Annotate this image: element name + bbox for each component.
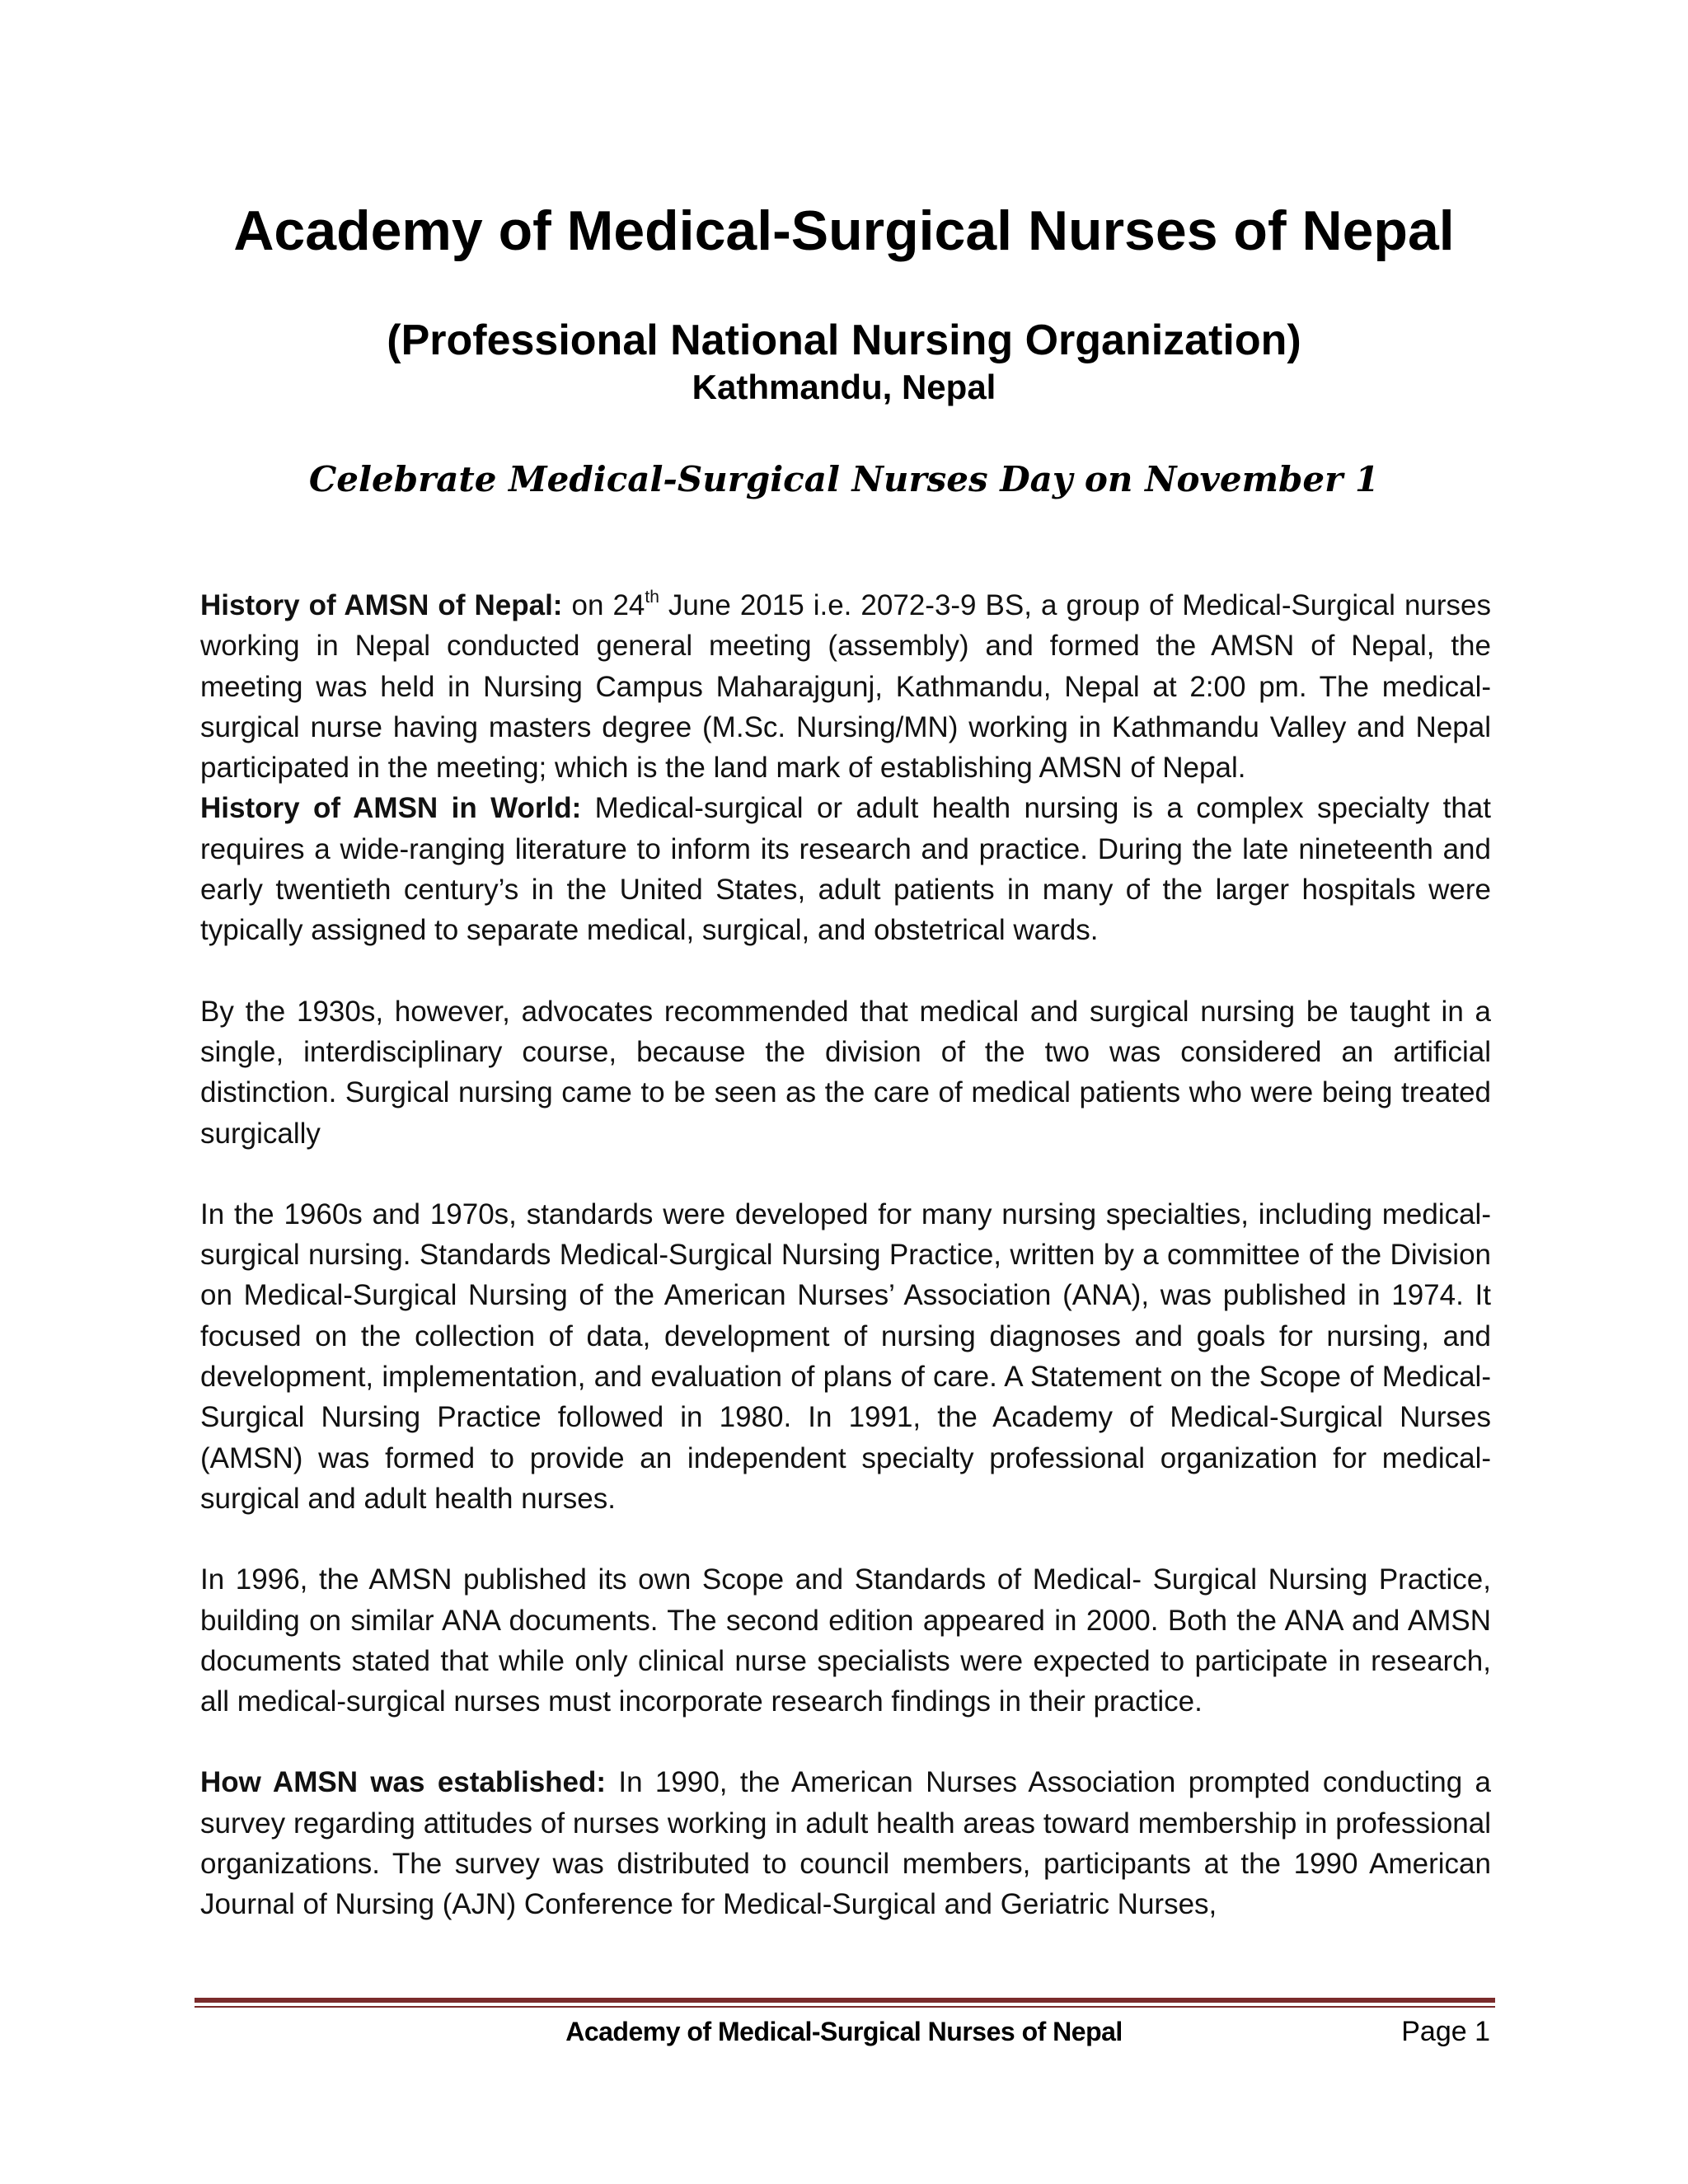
how-established-text: In 1990, the American Nurses Association prompted conducting a survey regarding attitudes of nurses working in adult health areas toward membership in professional organizations. The survey was distributed to council members, participants at the 1990 American Journal of Nursing (AJN) Conference for Medical-Surgical and Geriatric Nurses, xyxy=(200,1766,1491,1921)
paragraph-1996: In 1996, the AMSN published its own Scope and Standards of Medical- Surgical Nursing Practice, building on similar ANA documents. The second edition appeared in 2000. Both the ANA and AMSN documents stated that while only clinical nurse specialists were expected to participate in research, all medical-surgical nurses must incorporate research findings in their practice. xyxy=(200,1563,1491,1718)
history-world-label: History of AMSN in World: xyxy=(200,792,582,825)
footer-title: Academy of Medical-Surgical Nurses of Nepal xyxy=(565,2017,1123,2046)
celebration-tagline: Celebrate Medical-Surgical Nurses Day on November 1 xyxy=(308,459,1380,499)
footer-divider xyxy=(195,1998,1495,2003)
history-nepal-label: History of AMSN of Nepal: xyxy=(200,589,563,621)
location-line: Kathmandu, Nepal xyxy=(692,368,996,406)
document-body xyxy=(200,585,1491,1925)
footer-divider-thin xyxy=(195,2006,1495,2008)
date-ordinal-suffix: th xyxy=(645,588,659,607)
paragraph-history-nepal xyxy=(200,585,1491,788)
page-title: Academy of Medical-Surgical Nurses of Nepal xyxy=(233,199,1455,262)
history-nepal-date-prefix: on 24 xyxy=(562,589,645,621)
history-world-text: Medical-surgical or adult health nursing is a complex specialty that requires a wide-ranging literature to inform its research and practice. During the late nineteenth and early twentieth century’s in the United States, adult patients in many of the larger hospitals were typically assigned to separate medical, surgical, and obstetrical wards. xyxy=(200,792,1491,947)
paragraph-history-world xyxy=(200,788,1491,950)
page-number: Page 1 xyxy=(1401,2016,1490,2047)
paragraph-1930s: By the 1930s, however, advocates recommended that medical and surgical nursing be taught in a single, interdisciplinary course, because the division of the two was considered an artificial distinction. Surgical nursing came to be seen as the care of medical patients who were being treated surgically xyxy=(200,995,1491,1150)
paragraph-how-established xyxy=(200,1762,1491,1924)
page-subtitle: (Professional National Nursing Organization) xyxy=(387,316,1301,364)
history-nepal-text: June 2015 i.e. 2072-3-9 BS, a group of Medical-Surgical nurses working in Nepal conducted general meeting (assembly) and formed the AMSN of Nepal, the meeting was held in Nursing Campus Maharajgunj, Kathmandu, Nepal at 2:00 pm. The medical-surgical nurse having masters degree (M.Sc. Nursing/MN) working in Kathmandu Valley and Nepal participated in the meeting; which is the land mark of establishing AMSN of Nepal. xyxy=(200,589,1491,785)
paragraph-1960s: In the 1960s and 1970s, standards were developed for many nursing specialties, including medical-surgical nursing. Standards Medical-Surgical Nursing Practice, written by a committee of the Division on Medical-Surgical Nursing of the American Nurses’ Association (ANA), was published in 1974. It focused on the collection of data, development of nursing diagnoses and goals for nursing, and development, implementation, and evaluation of plans of care. A Statement on the Scope of Medical-Surgical Nursing Practice followed in 1980. In 1991, the Academy of Medical-Surgical Nurses (AMSN) was formed to provide an independent specialty professional organization for medical-surgical and adult health nurses. xyxy=(200,1197,1491,1515)
how-established-label: How AMSN was established: xyxy=(200,1766,607,1799)
